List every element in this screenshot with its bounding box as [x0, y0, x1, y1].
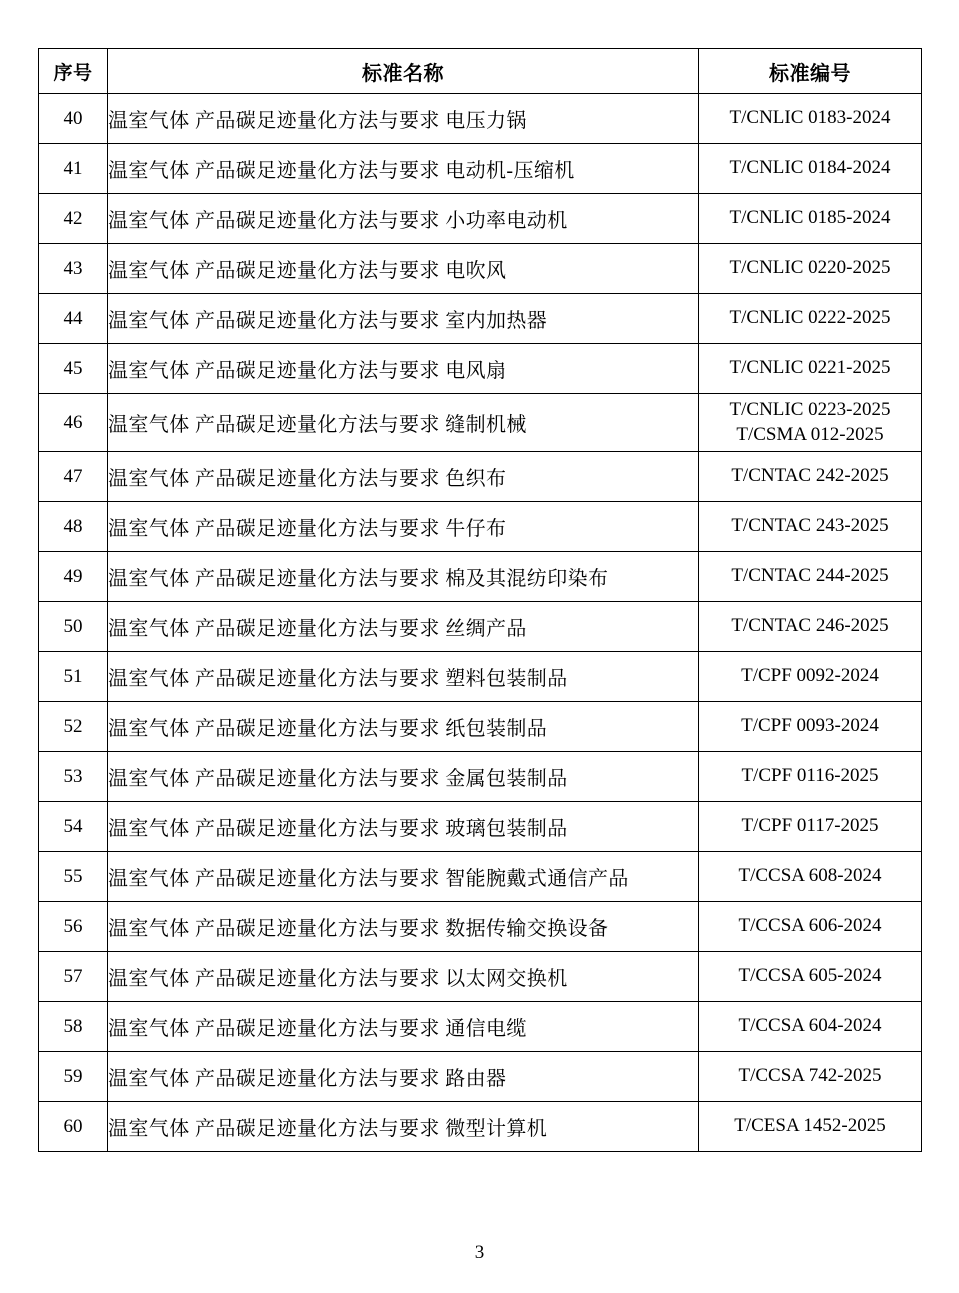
cell-sequence: 60: [39, 1102, 108, 1152]
cell-standard-code: [699, 1052, 922, 1102]
cell-standard-code: [699, 1002, 922, 1052]
cell-standard-name: 温室气体 产品碳足迹量化方法与要求 数据传输交换设备: [108, 902, 699, 952]
cell-sequence: 41: [39, 144, 108, 194]
table-row: [39, 502, 922, 552]
table-row: [39, 802, 922, 852]
cell-sequence: 51: [39, 652, 108, 702]
cell-sequence: 50: [39, 602, 108, 652]
cell-standard-name: 温室气体 产品碳足迹量化方法与要求 微型计算机: [108, 1102, 699, 1152]
standard-code-line: T/CNTAC 244-2025: [731, 565, 889, 587]
standard-code-line: T/CNLIC 0221-2025: [729, 357, 891, 379]
cell-standard-code: [699, 344, 922, 394]
cell-standard-code: [699, 552, 922, 602]
cell-sequence: 42: [39, 194, 108, 244]
cell-sequence: 59: [39, 1052, 108, 1102]
cell-sequence: 40: [39, 94, 108, 144]
table-header-row: [39, 49, 922, 94]
cell-standard-name: 温室气体 产品碳足迹量化方法与要求 以太网交换机: [108, 952, 699, 1002]
cell-standard-code: [699, 452, 922, 502]
cell-sequence: 46: [39, 394, 108, 452]
cell-standard-code: [699, 94, 922, 144]
cell-standard-name: 温室气体 产品碳足迹量化方法与要求 缝制机械: [108, 394, 699, 452]
cell-standard-name: 温室气体 产品碳足迹量化方法与要求 室内加热器: [108, 294, 699, 344]
cell-standard-name: 温室气体 产品碳足迹量化方法与要求 路由器: [108, 1052, 699, 1102]
cell-standard-code: [699, 752, 922, 802]
cell-standard-code: [699, 852, 922, 902]
cell-standard-code: [699, 702, 922, 752]
cell-sequence: 58: [39, 1002, 108, 1052]
table-header: [39, 49, 922, 94]
cell-sequence: 44: [39, 294, 108, 344]
cell-sequence: 55: [39, 852, 108, 902]
cell-standard-name: 温室气体 产品碳足迹量化方法与要求 智能腕戴式通信产品: [108, 852, 699, 902]
column-header-standard-name: 标准名称: [108, 49, 699, 94]
table-body: [39, 94, 922, 1152]
cell-standard-name: 温室气体 产品碳足迹量化方法与要求 色织布: [108, 452, 699, 502]
standard-code-line: T/CCSA 608-2024: [738, 865, 882, 887]
cell-sequence: 53: [39, 752, 108, 802]
table-row: [39, 94, 922, 144]
cell-standard-code: [699, 952, 922, 1002]
standard-code-line: T/CNTAC 246-2025: [731, 615, 889, 637]
table-row: [39, 144, 922, 194]
table-row: [39, 194, 922, 244]
standard-code-line: T/CPF 0116-2025: [741, 765, 879, 787]
cell-standard-code: [699, 652, 922, 702]
table-row: [39, 852, 922, 902]
table-row: [39, 602, 922, 652]
cell-standard-code: [699, 602, 922, 652]
table-row: [39, 652, 922, 702]
cell-standard-code: [699, 244, 922, 294]
cell-standard-name: 温室气体 产品碳足迹量化方法与要求 玻璃包装制品: [108, 802, 699, 852]
cell-sequence: 43: [39, 244, 108, 294]
table-row: [39, 452, 922, 502]
table-row: [39, 1102, 922, 1152]
cell-sequence: 57: [39, 952, 108, 1002]
cell-standard-code: [699, 194, 922, 244]
table-row: [39, 394, 922, 452]
cell-standard-name: 温室气体 产品碳足迹量化方法与要求 纸包装制品: [108, 702, 699, 752]
standard-code-line: T/CNLIC 0223-2025: [729, 399, 891, 421]
table-row: [39, 244, 922, 294]
standard-code-line: T/CCSA 742-2025: [738, 1065, 882, 1087]
cell-sequence: 56: [39, 902, 108, 952]
cell-standard-name: 温室气体 产品碳足迹量化方法与要求 丝绸产品: [108, 602, 699, 652]
cell-standard-code: [699, 802, 922, 852]
cell-standard-name: 温室气体 产品碳足迹量化方法与要求 电动机-压缩机: [108, 144, 699, 194]
cell-standard-code: [699, 294, 922, 344]
cell-sequence: 45: [39, 344, 108, 394]
standard-code-line: T/CCSA 605-2024: [738, 965, 882, 987]
standard-code-line: T/CCSA 606-2024: [738, 915, 882, 937]
cell-standard-name: 温室气体 产品碳足迹量化方法与要求 牛仔布: [108, 502, 699, 552]
cell-standard-name: 温室气体 产品碳足迹量化方法与要求 塑料包装制品: [108, 652, 699, 702]
cell-standard-name: 温室气体 产品碳足迹量化方法与要求 电吹风: [108, 244, 699, 294]
cell-sequence: 54: [39, 802, 108, 852]
cell-standard-code: [699, 144, 922, 194]
table-row: [39, 294, 922, 344]
cell-standard-name: 温室气体 产品碳足迹量化方法与要求 电压力锅: [108, 94, 699, 144]
cell-standard-name: 温室气体 产品碳足迹量化方法与要求 电风扇: [108, 344, 699, 394]
cell-sequence: 48: [39, 502, 108, 552]
standard-code-line: T/CNLIC 0220-2025: [729, 257, 891, 279]
table-row: [39, 702, 922, 752]
standard-code-line: T/CNLIC 0185-2024: [729, 207, 891, 229]
table-row: [39, 752, 922, 802]
standard-code-line: T/CNLIC 0183-2024: [729, 107, 891, 129]
cell-standard-name: 温室气体 产品碳足迹量化方法与要求 棉及其混纺印染布: [108, 552, 699, 602]
standard-code-line: T/CCSA 604-2024: [738, 1015, 882, 1037]
cell-standard-name: 温室气体 产品碳足迹量化方法与要求 金属包装制品: [108, 752, 699, 802]
table-row: [39, 1002, 922, 1052]
cell-standard-code: [699, 1102, 922, 1152]
standard-code-line: T/CNLIC 0222-2025: [729, 307, 891, 329]
standard-code-line: T/CNTAC 242-2025: [731, 465, 889, 487]
standard-code-line: T/CPF 0093-2024: [741, 715, 879, 737]
cell-standard-code: [699, 394, 922, 452]
page-number: 3: [474, 1242, 485, 1263]
cell-sequence: 49: [39, 552, 108, 602]
table-row: [39, 952, 922, 1002]
cell-standard-name: 温室气体 产品碳足迹量化方法与要求 通信电缆: [108, 1002, 699, 1052]
cell-standard-code: [699, 902, 922, 952]
standard-code-line: T/CPF 0092-2024: [741, 665, 879, 687]
standards-table: [38, 48, 922, 1152]
cell-standard-name: 温室气体 产品碳足迹量化方法与要求 小功率电动机: [108, 194, 699, 244]
table-row: [39, 1052, 922, 1102]
cell-sequence: 47: [39, 452, 108, 502]
standard-code-line: T/CSMA 012-2025: [736, 423, 884, 445]
table-row: [39, 344, 922, 394]
table-row: [39, 552, 922, 602]
standard-code-line: T/CPF 0117-2025: [741, 815, 879, 837]
table-row: [39, 902, 922, 952]
column-header-sequence: 序号: [39, 49, 108, 94]
standard-code-line: T/CNTAC 243-2025: [731, 515, 889, 537]
cell-standard-code: [699, 502, 922, 552]
standard-code-line: T/CESA 1452-2025: [734, 1115, 886, 1137]
cell-sequence: 52: [39, 702, 108, 752]
standard-code-line: T/CNLIC 0184-2024: [729, 157, 891, 179]
column-header-standard-code: 标准编号: [699, 49, 922, 94]
